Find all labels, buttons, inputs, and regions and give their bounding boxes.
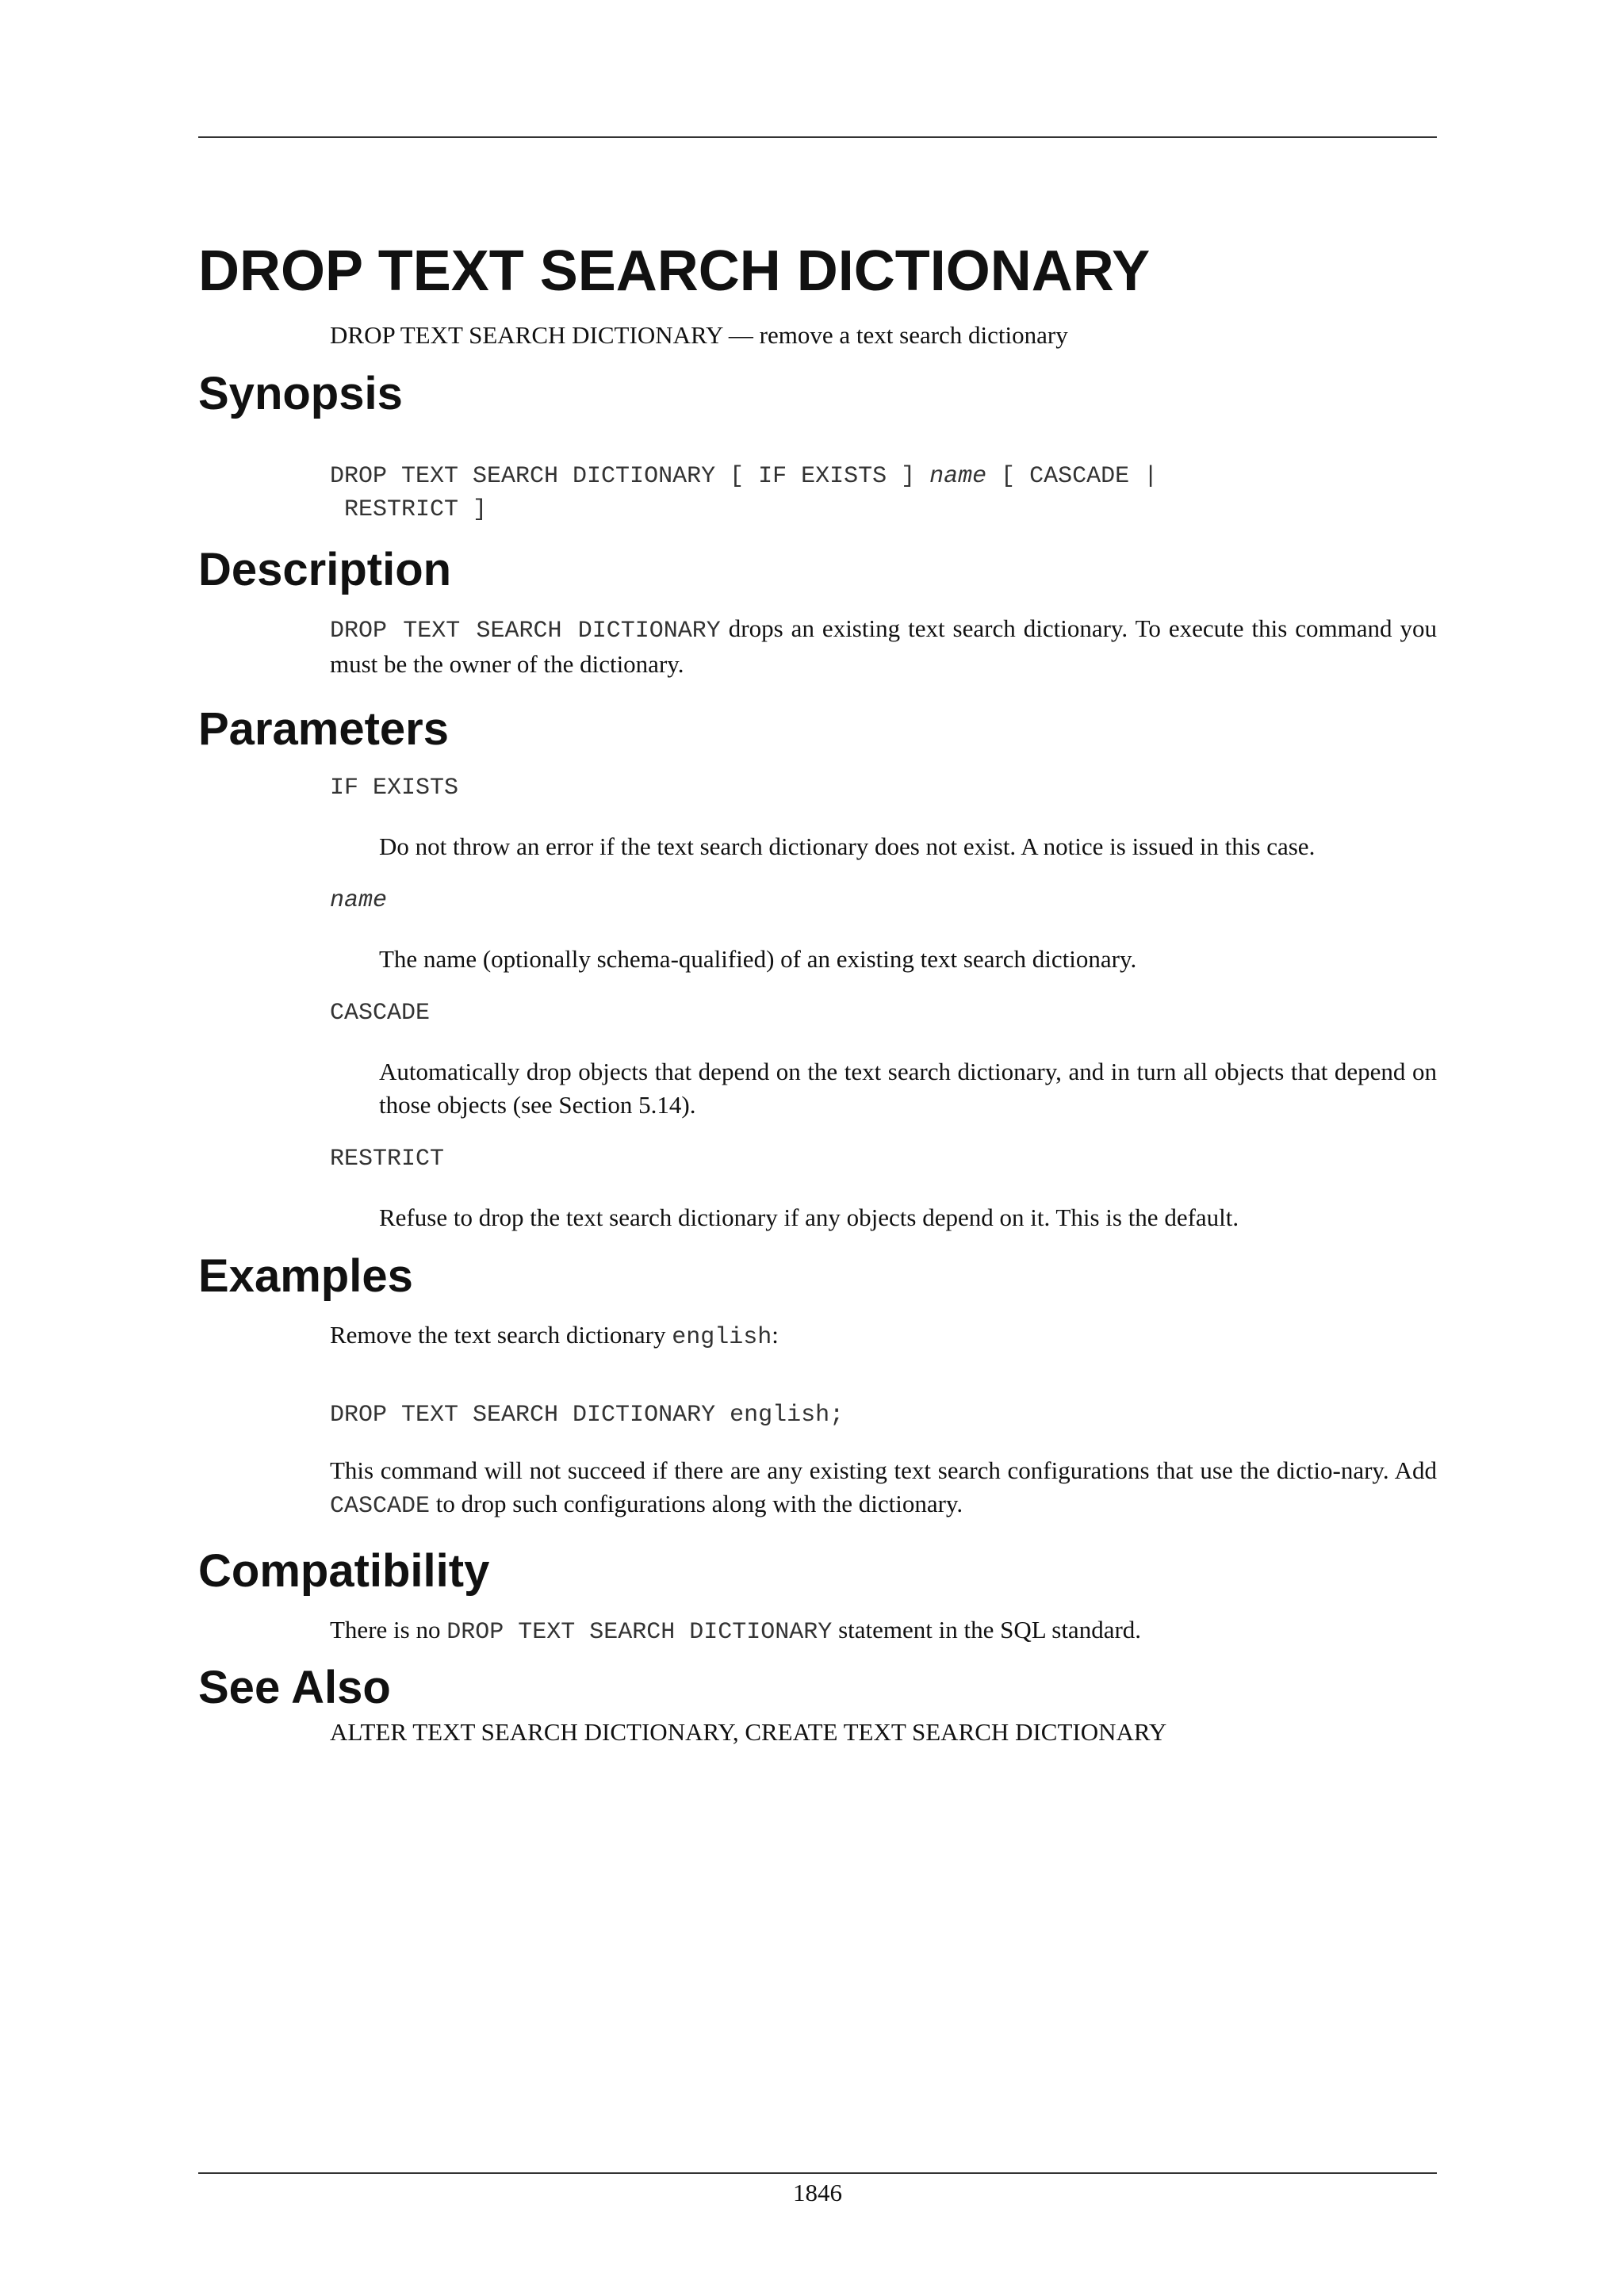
examples-code: DROP TEXT SEARCH DICTIONARY english; [330, 1402, 845, 1429]
parameters-heading: Parameters [198, 703, 449, 755]
param-desc-if-exists: Do not throw an error if the text search dictionary does not exist. A notice is issued in this case. [379, 832, 1316, 860]
examples-intro-text: Remove the text search dictionary [330, 1321, 672, 1349]
examples-note-code: CASCADE [330, 1493, 431, 1520]
examples-note-text: This command will not succeed if there are any existing text search configurations that use the dictio-nary. Add [330, 1456, 1437, 1484]
param-desc-restrict: Refuse to drop the text search dictionary if any objects depend on it. This is the default. [379, 1203, 1239, 1231]
compatibility-pre: There is no [330, 1616, 447, 1644]
page-number: 1846 [793, 2179, 842, 2206]
param-term-cascade: CASCADE [330, 1000, 431, 1027]
examples-note-tail: to drop such configurations along with the dictionary. [430, 1490, 963, 1517]
compatibility-text [330, 1613, 1437, 1649]
description-heading: Description [198, 544, 452, 595]
param-term-name: name [330, 887, 388, 914]
examples-intro-colon: : [772, 1321, 779, 1349]
synopsis-line1-pre: DROP TEXT SEARCH DICTIONARY [ IF EXISTS ] [330, 463, 930, 490]
compatibility-post: statement in the SQL standard. [832, 1616, 1142, 1644]
synopsis-name-param: name [929, 463, 987, 490]
refpurpose: DROP TEXT SEARCH DICTIONARY — remove a text search dictionary [330, 321, 1068, 349]
description-command: DROP TEXT SEARCH DICTIONARY [330, 618, 721, 645]
document-page [198, 0, 1437, 2296]
compatibility-heading: Compatibility [198, 1545, 490, 1597]
synopsis-line1-post: [ CASCADE | [986, 463, 1159, 490]
synopsis-line2: RESTRICT ] [330, 496, 488, 523]
parameter-list [330, 771, 1437, 1234]
compatibility-code: DROP TEXT SEARCH DICTIONARY [446, 1619, 833, 1646]
see-also-heading: See Also [198, 1662, 391, 1713]
param-desc-name: The name (optionally schema-qualified) of an existing text search dictionary. [379, 945, 1137, 973]
page-title: DROP TEXT SEARCH DICTIONARY [198, 239, 1151, 303]
description-body: drops an existing text search dictionary. To execute this command you must be the owner of the dictionary. [330, 614, 1437, 678]
synopsis-code [330, 460, 1437, 526]
see-also-links: ALTER TEXT SEARCH DICTIONARY, CREATE TEXT SEARCH DICTIONARY [330, 1718, 1167, 1746]
param-term-restrict: RESTRICT [330, 1146, 445, 1173]
synopsis-heading: Synopsis [198, 368, 403, 419]
examples-heading: Examples [198, 1250, 413, 1302]
examples-intro-code: english [672, 1324, 772, 1351]
page-content [198, 238, 1437, 1749]
examples-note [330, 1454, 1437, 1523]
header-rule [198, 136, 1437, 138]
param-term-if-exists: IF EXISTS [330, 775, 459, 802]
param-desc-cascade: Automatically drop objects that depend on the text search dictionary, and in turn all objects that depend on those objects (see Section 5.14). [379, 1058, 1437, 1119]
description-text [330, 612, 1437, 681]
footer-rule [198, 2172, 1437, 2174]
examples-intro [330, 1318, 1437, 1354]
